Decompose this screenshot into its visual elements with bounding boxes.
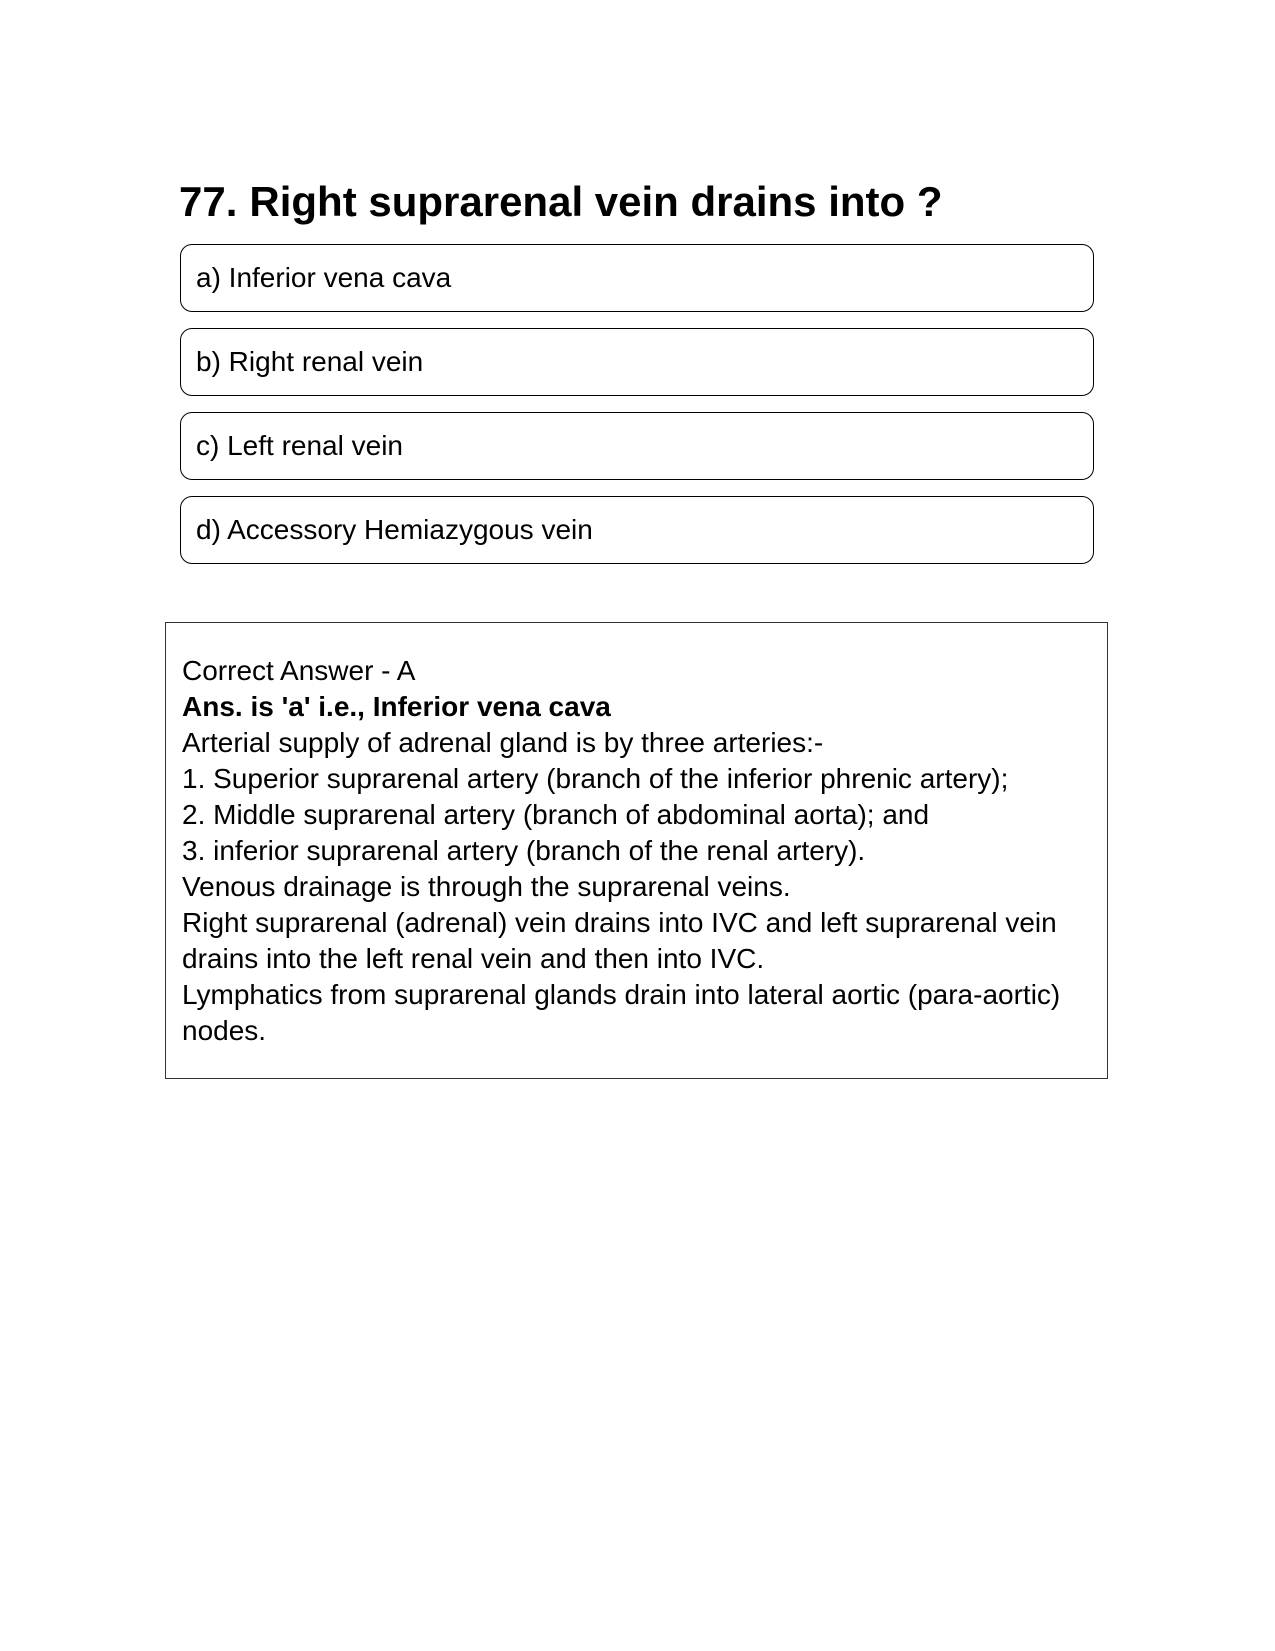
option-b[interactable]: b) Right renal vein [180,328,1094,396]
question-title [179,176,1099,228]
question-number: 77. [179,178,238,225]
option-a[interactable]: a) Inferior vena cava [180,244,1094,312]
option-d[interactable]: d) Accessory Hemiazygous vein [180,496,1094,564]
explanation-line: Venous drainage is through the suprarenal veins. [182,871,791,902]
correct-answer-label: Correct Answer - A [182,655,416,686]
options-list [180,244,1094,580]
explanation-line: 2. Middle suprarenal artery (branch of abdominal aorta); and [182,799,930,830]
explanation-line: Lymphatics from suprarenal glands drain into lateral aortic (para-aortic) nodes. [182,979,1061,1046]
explanation-line: Arterial supply of adrenal gland is by three arteries:- [182,727,824,758]
question-text: Right suprarenal vein drains into ? [249,178,943,225]
explanation-line: Right suprarenal (adrenal) vein drains into IVC and left suprarenal vein drains into the left renal vein and then into IVC. [182,907,1057,974]
explanation-line: 1. Superior suprarenal artery (branch of the inferior phrenic artery); [182,763,1009,794]
answer-explanation-box [165,622,1108,1079]
explanation-line: 3. inferior suprarenal artery (branch of the renal artery). [182,835,866,866]
answer-heading: Ans. is 'a' i.e., Inferior vena cava [182,691,611,722]
option-c[interactable]: c) Left renal vein [180,412,1094,480]
